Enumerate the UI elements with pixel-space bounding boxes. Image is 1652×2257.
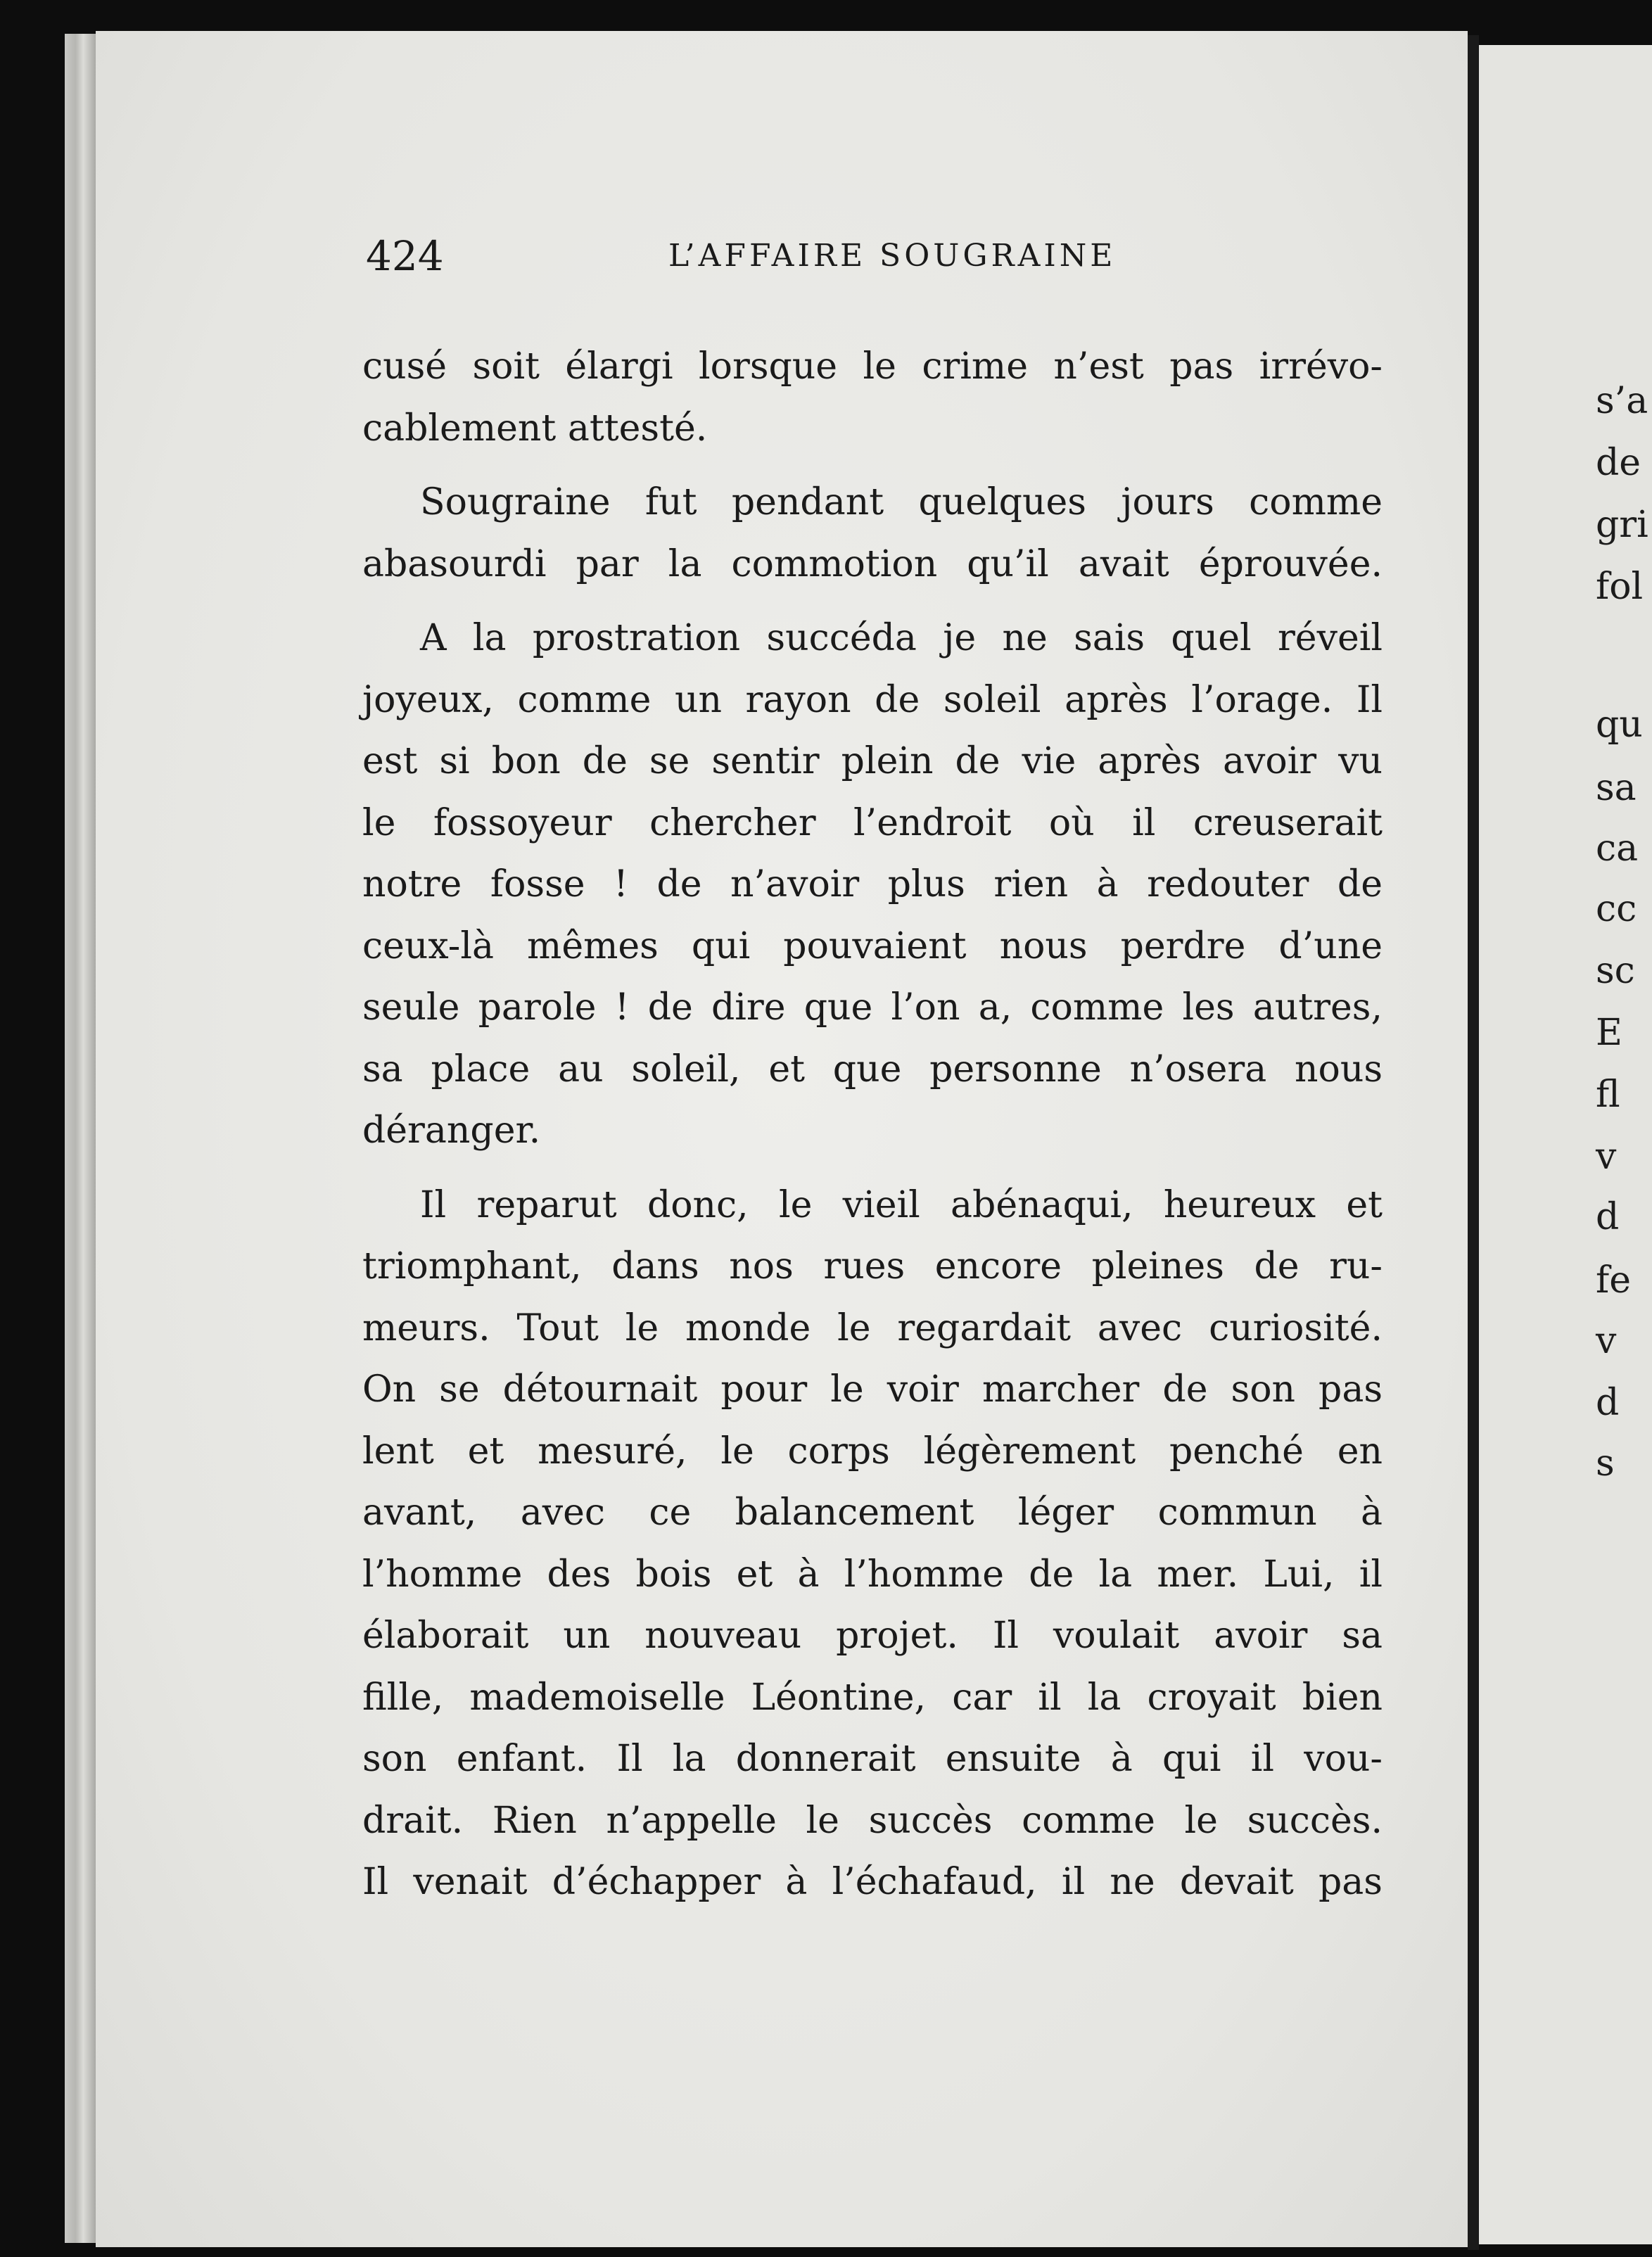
text-line: Il reparut donc, le vieil abénaqui, heureux et xyxy=(420,1183,1383,1226)
running-title: L’AFFAIRE SOUGRAINE xyxy=(668,238,1117,274)
text-line: joyeux, comme un rayon de soleil après l’orage. Il xyxy=(362,678,1383,721)
body-text xyxy=(362,336,1383,1914)
text-line: élaborait un nouveau projet. Il voulait avoir sa xyxy=(362,1615,1383,1657)
text-line: est si bon de se sentir plein de vie après avoir vu xyxy=(362,740,1383,782)
facing-page xyxy=(1479,45,1652,2244)
text-line: déranger. xyxy=(362,1110,541,1152)
text-line: lent et mesuré, le corps légèrement penché en xyxy=(362,1430,1383,1473)
text-line: le fossoyeur chercher l’endroit où il creuserait xyxy=(362,801,1383,844)
facing-page-fragment: fe xyxy=(1596,1259,1632,1302)
page-gutter xyxy=(1468,35,1479,2250)
facing-page-fragment: qu xyxy=(1596,704,1643,746)
text-line: A la prostration succéda je ne sais quel réveil xyxy=(420,617,1383,659)
text-line: meurs. Tout le monde le regardait avec curiosité. xyxy=(362,1306,1383,1349)
facing-page-fragment: d xyxy=(1596,1196,1620,1238)
text-line: ceux-là mêmes qui pouvaient nous perdre d’une xyxy=(362,924,1383,967)
text-line: notre fosse ! de n’avoir plus rien à redouter de xyxy=(362,863,1383,905)
facing-page-fragment: v xyxy=(1596,1320,1617,1362)
text-line: fille, mademoiselle Léontine, car il la croyait bien xyxy=(362,1676,1383,1719)
text-line: Il venait d’échapper à l’échafaud, il ne devait pas xyxy=(362,1861,1383,1903)
facing-page-fragment: gri xyxy=(1596,504,1648,546)
facing-page-fragment: s xyxy=(1596,1442,1615,1484)
facing-page-fragment: fol xyxy=(1596,566,1644,608)
text-line: On se détournait pour le voir marcher de son pas xyxy=(362,1368,1383,1411)
text-line: drait. Rien n’appelle le succès comme le succès. xyxy=(362,1799,1383,1842)
text-line: Sougraine fut pendant quelques jours comme xyxy=(420,481,1383,523)
facing-page-fragment: ca xyxy=(1596,827,1639,870)
facing-page-fragment: sc xyxy=(1596,950,1635,992)
text-line: cablement attesté. xyxy=(362,407,708,450)
facing-page-fragment: cc xyxy=(1596,888,1637,930)
facing-page-fragment: fl xyxy=(1596,1074,1620,1116)
facing-page-fragment: sa xyxy=(1596,767,1637,809)
text-line: son enfant. Il la donnerait ensuite à qui il vou- xyxy=(362,1738,1383,1780)
text-line: avant, avec ce balancement léger commun à xyxy=(362,1492,1383,1534)
facing-page-fragment: s’a xyxy=(1596,380,1648,422)
text-line: l’homme des bois et à l’homme de la mer. Lui, il xyxy=(362,1553,1383,1596)
facing-page-fragment: E xyxy=(1596,1012,1622,1054)
facing-page-fragment: d xyxy=(1596,1382,1620,1424)
facing-page-fragment: v xyxy=(1596,1136,1617,1178)
text-line: seule parole ! de dire que l’on a, comme les autres, xyxy=(362,986,1383,1029)
page-header xyxy=(366,232,1379,288)
text-line: sa place au soleil, et que personne n’osera nous xyxy=(362,1048,1383,1091)
text-line: cusé soit élargi lorsque le crime n’est pas irrévo- xyxy=(362,345,1383,388)
facing-page-fragment: de xyxy=(1596,442,1641,484)
text-line: triomphant, dans nos rues encore pleines de ru- xyxy=(362,1245,1383,1288)
page-number: 424 xyxy=(366,232,444,280)
text-line: abasourdi par la commotion qu’il avait éprouvée. xyxy=(362,542,1383,585)
binding-edge xyxy=(65,34,96,2243)
